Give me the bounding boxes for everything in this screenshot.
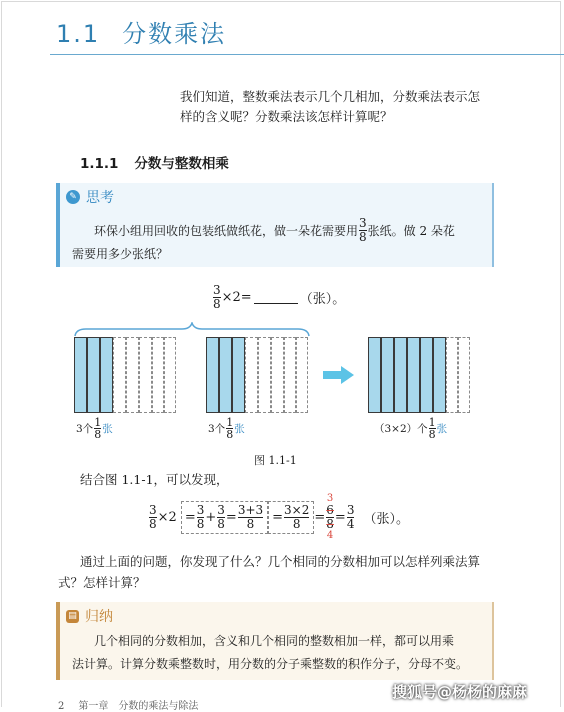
- find-text: 结合图 1.1-1，可以发现，: [80, 472, 229, 487]
- intro-line-2: 样的含义呢？分数乘法该怎样计算呢？: [180, 109, 393, 124]
- eq1-unit: （张）。: [299, 292, 346, 307]
- equals: =: [314, 510, 326, 525]
- filled-cell: [381, 337, 394, 413]
- think-fraction: [359, 217, 367, 244]
- subsection-name: 分数与整数相乘: [134, 156, 229, 172]
- filled-cell: [420, 337, 433, 413]
- filled-cell: [206, 337, 219, 413]
- summary-line-2: 法计算。计算分数乘整数时，用分数的分子乘整数的积作分子，分母不变。: [72, 657, 469, 671]
- frac-den: 8: [196, 517, 205, 531]
- filled-cell: [100, 337, 113, 413]
- filled-cell: [394, 337, 407, 413]
- empty-cell: [113, 337, 126, 413]
- label-count: 3个: [76, 423, 94, 435]
- multiplication-box: [268, 501, 314, 534]
- label-unit: 张: [436, 423, 448, 435]
- frac-den: 8: [326, 517, 334, 531]
- filled-cell: [219, 337, 232, 413]
- empty-cell: [446, 337, 458, 413]
- question-line-2: 式？怎样计算？: [58, 575, 146, 590]
- strip-2: [206, 337, 308, 413]
- frac-den: 8: [246, 517, 255, 531]
- strip-2-label: [208, 417, 245, 440]
- eq2-d: [284, 504, 309, 531]
- label-count: 3个: [208, 423, 226, 435]
- think-text-a: 环保小组用回收的包装纸做纸花，做一朵花需要用: [94, 224, 359, 238]
- eq2-e: [326, 504, 334, 531]
- frac-num: 6: [326, 503, 334, 517]
- summary-line-1: 几个相同的分数相加，含义和几个相同的整数相加一样，都可以用乘: [94, 634, 455, 648]
- empty-cell: [164, 337, 176, 413]
- filled-cell: [232, 337, 245, 413]
- frac-den: 8: [428, 428, 436, 441]
- plus: +: [205, 510, 217, 525]
- frac-num: 3×2: [284, 503, 310, 517]
- lightbulb-icon: ✎: [66, 190, 80, 204]
- eq1-times: ×2=: [221, 290, 252, 305]
- label-count: （3×2）个: [374, 423, 428, 435]
- think-header: [66, 187, 114, 207]
- frac-num: 1: [94, 416, 102, 429]
- addition-box: [181, 501, 268, 534]
- filled-cell: [433, 337, 446, 413]
- label-fraction: [94, 417, 101, 440]
- frac-den: 8: [213, 297, 221, 311]
- filled-cell: [368, 337, 381, 413]
- label-fraction: [226, 417, 233, 440]
- empty-cell: [284, 337, 296, 413]
- filled-cell: [87, 337, 100, 413]
- frac-num: 3: [213, 283, 221, 297]
- empty-cell: [258, 337, 271, 413]
- frac-num: 3+3: [237, 503, 264, 517]
- think-box: [56, 183, 494, 267]
- watermark: 搜狐号@杨杨的麻麻: [392, 683, 528, 701]
- reduced-den: 4: [326, 530, 334, 541]
- subsection-title: [80, 152, 229, 172]
- empty-cell: [126, 337, 139, 413]
- eq2-f: [347, 504, 355, 531]
- frac-den: 8: [226, 428, 234, 441]
- answer-blank: [254, 291, 298, 304]
- label-unit: 张: [234, 423, 245, 435]
- frac-den: 8: [94, 428, 102, 441]
- section-number: 1.1: [56, 20, 101, 48]
- think-text-b: 张纸。做 2 朵花: [367, 224, 455, 238]
- strip-1: [74, 337, 176, 413]
- filled-cell: [74, 337, 87, 413]
- section-name: 分数乘法: [122, 20, 227, 48]
- title-rule: [50, 54, 564, 55]
- frac-den: 8: [359, 230, 367, 244]
- empty-cell: [458, 337, 470, 413]
- frac-num: 3: [196, 503, 205, 517]
- subsection-number: 1.1.1: [80, 156, 119, 172]
- frac-num: 3: [149, 503, 157, 517]
- empty-cell: [271, 337, 284, 413]
- section-title: [56, 14, 226, 49]
- equation-chain: [148, 494, 409, 541]
- empty-cell: [296, 337, 308, 413]
- think-title: 思考: [86, 190, 114, 206]
- frac-num: 3: [346, 503, 355, 517]
- empty-cell: [139, 337, 152, 413]
- think-line-2: 需要用多少张纸？: [72, 247, 169, 261]
- intro-line-1: 我们知道，整数乘法表示几个几相加，分数乘法表示怎: [180, 89, 481, 104]
- eq2-term-1: [149, 504, 157, 531]
- frac-den: 8: [292, 517, 301, 531]
- reduction-mark: [325, 494, 335, 541]
- arrow-right-icon: [323, 366, 355, 384]
- eq2-b: [217, 504, 225, 531]
- page-footer: [58, 697, 198, 712]
- strip-3: [368, 337, 470, 413]
- equals: =: [184, 510, 196, 525]
- equals: =: [272, 510, 284, 525]
- question-line-1: 通过上面的问题，你发现了什么？几个相同的分数相加可以怎样列乘法算: [80, 554, 481, 569]
- equation-blank: [212, 284, 345, 311]
- equals: =: [225, 510, 237, 525]
- label-fraction: [429, 417, 436, 440]
- strip-1-label: [76, 417, 113, 440]
- eq2-unit: （张）。: [363, 512, 409, 527]
- frac-num: 1: [428, 416, 436, 429]
- eq2-times: ×2: [157, 510, 177, 525]
- empty-cell: [152, 337, 164, 413]
- brace-icon: [74, 322, 310, 338]
- filled-cell: [407, 337, 420, 413]
- chapter-title: 第一章 分数的乘法与除法: [78, 701, 199, 712]
- frac-den: 8: [149, 517, 157, 531]
- frac-den: 4: [346, 517, 355, 531]
- summary-header: [66, 606, 113, 626]
- frac-num: 3: [217, 503, 225, 517]
- figure-caption: 图 1.1-1: [254, 454, 297, 467]
- label-unit: 张: [102, 423, 113, 435]
- summary-box: [56, 602, 494, 680]
- frac-num: 1: [226, 416, 234, 429]
- equals: =: [334, 510, 346, 525]
- frac-den: 8: [217, 517, 225, 531]
- book-icon: ▤: [66, 610, 79, 623]
- eq2-a: [197, 504, 205, 531]
- empty-cell: [245, 337, 258, 413]
- eq1-fraction: [213, 284, 221, 311]
- summary-title: 归纳: [85, 609, 113, 625]
- strip-3-label: [374, 417, 447, 440]
- frac-num: 3: [359, 216, 367, 230]
- reduced-num: 3: [326, 493, 334, 504]
- page-number: 2: [58, 701, 65, 712]
- think-line-1: [94, 217, 455, 244]
- eq2-c: [238, 504, 263, 531]
